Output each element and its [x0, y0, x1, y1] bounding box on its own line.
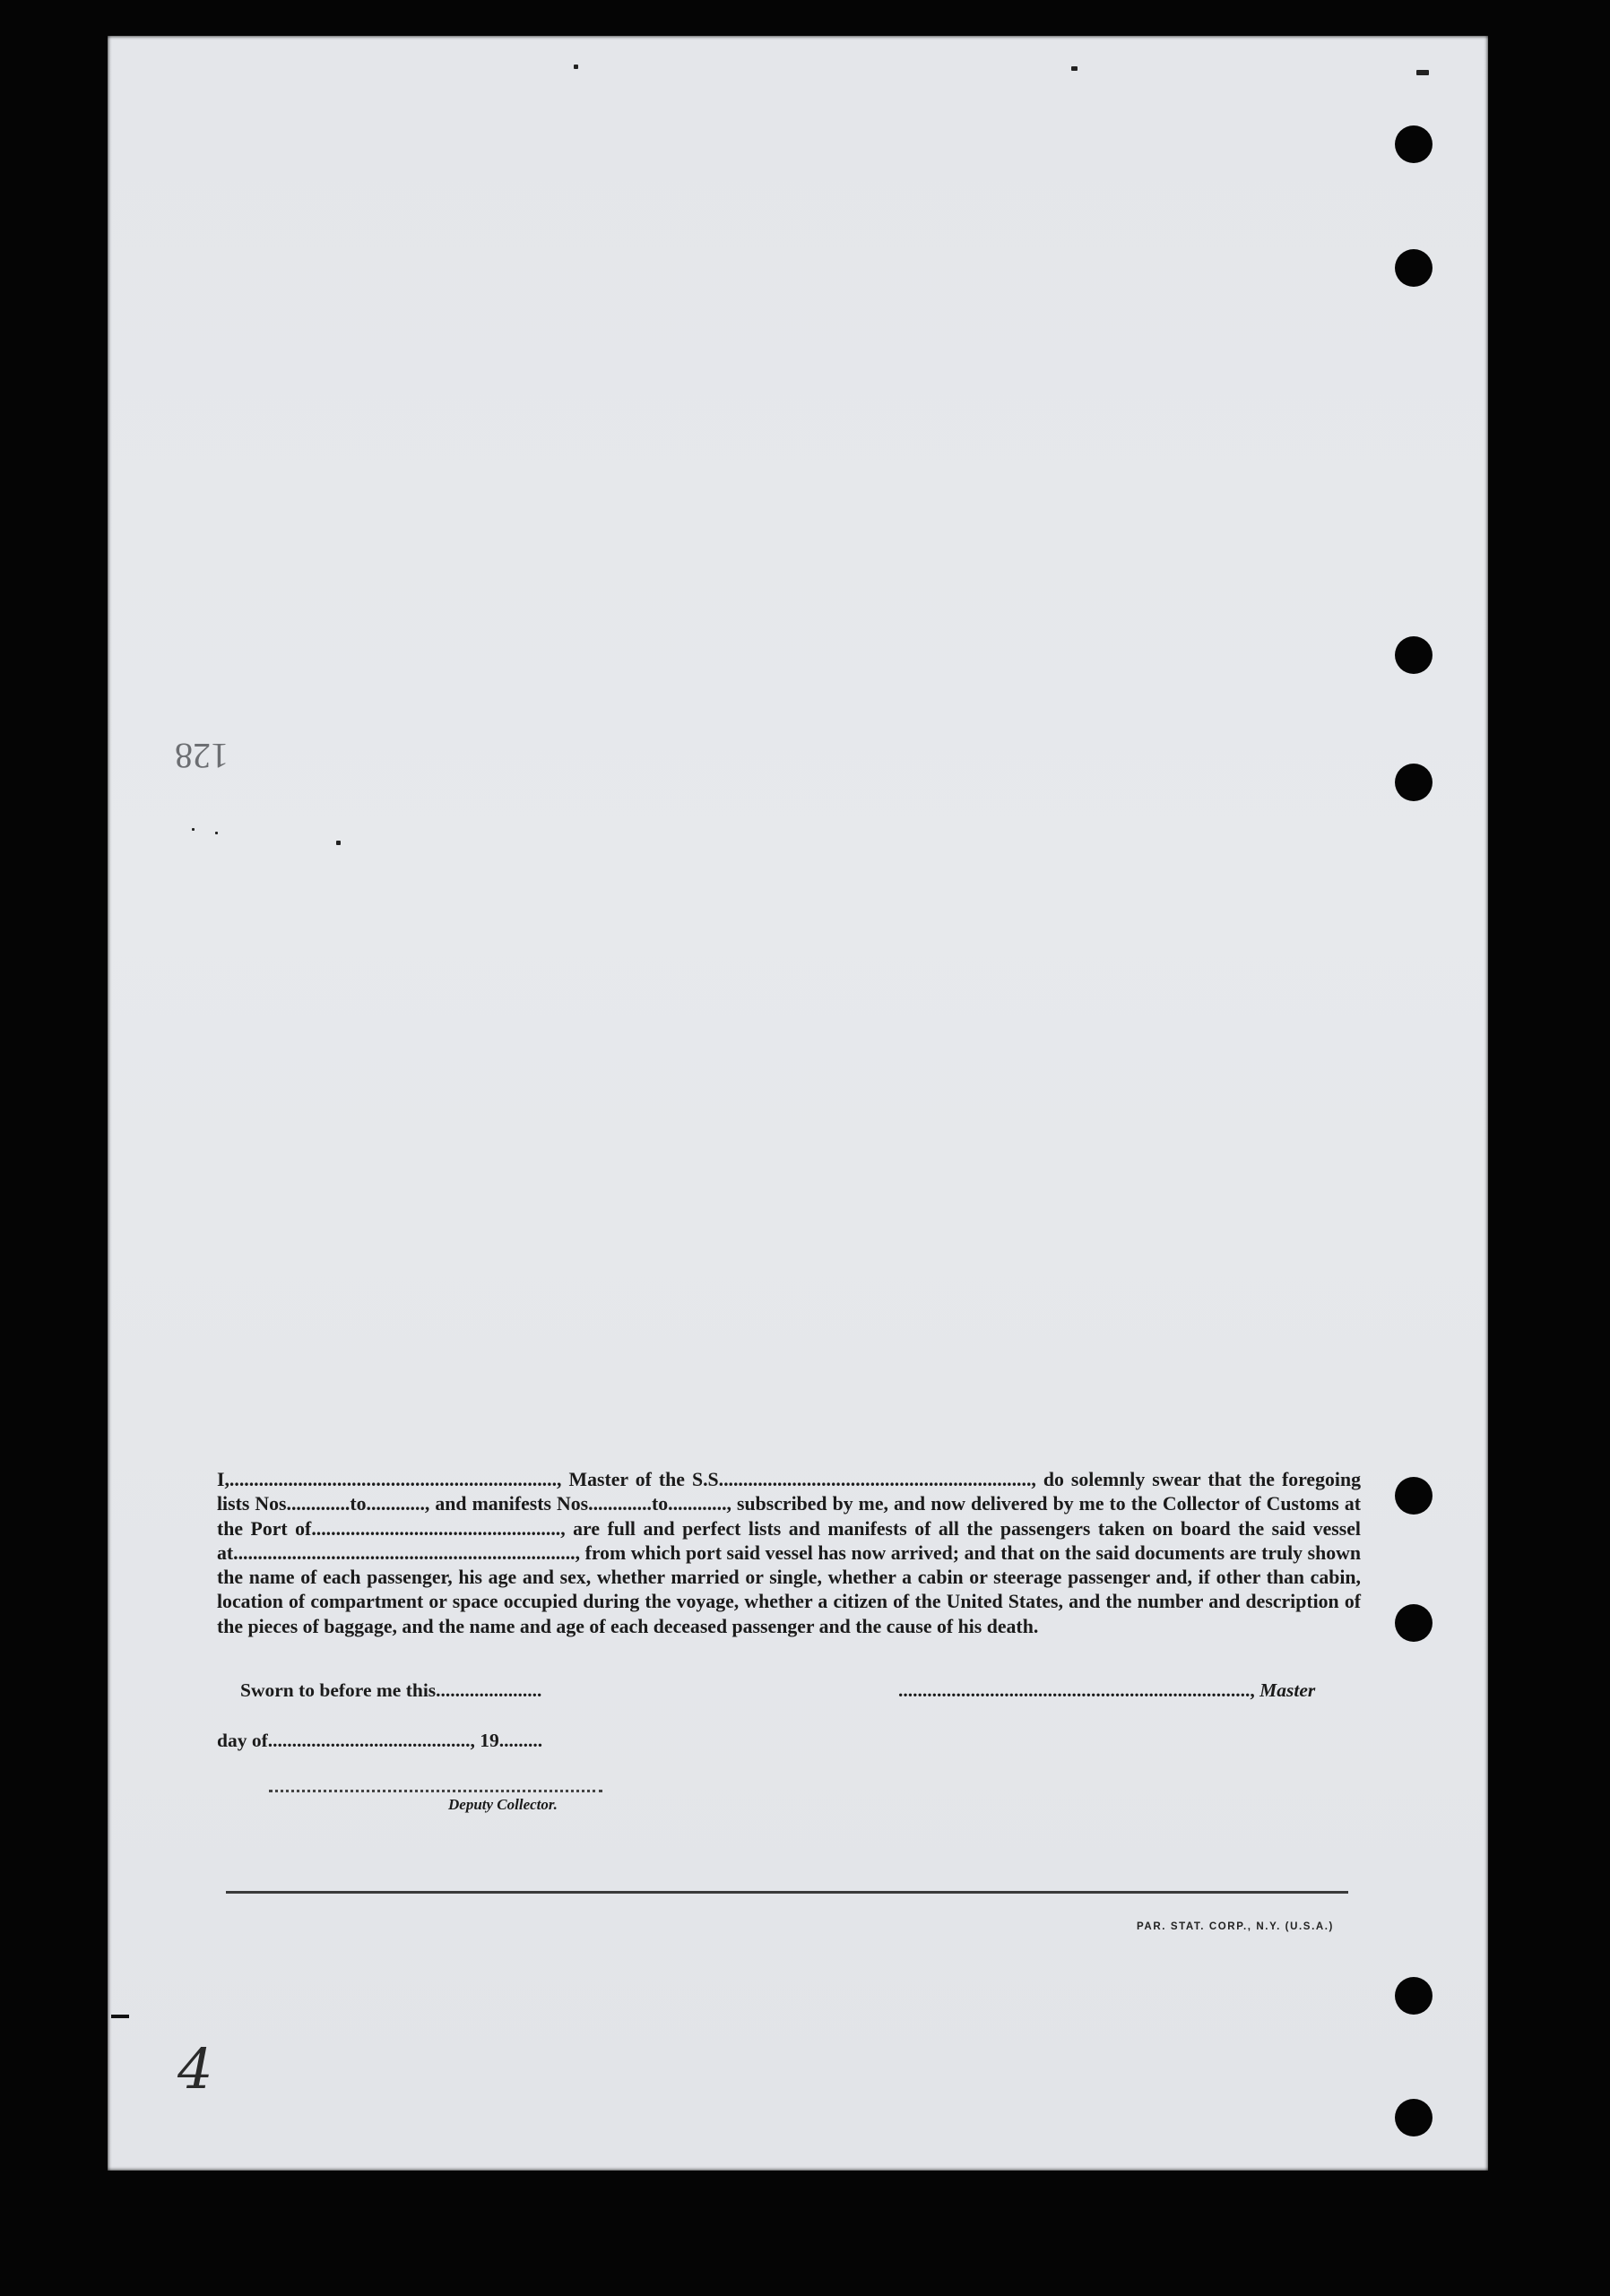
master-dots: .........................................................................,	[898, 1679, 1255, 1701]
punch-hole	[1395, 2099, 1433, 2136]
sworn-text: Sworn to before me this......................	[240, 1679, 542, 1701]
sworn-line	[240, 1679, 541, 1702]
deputy-signature-line	[269, 1790, 602, 1792]
punch-hole	[1395, 125, 1433, 163]
master-signature-line	[898, 1679, 1315, 1702]
punch-hole	[1395, 636, 1433, 674]
day-line	[217, 1730, 542, 1752]
oath-text: I,..................................................................., Master of the S.S................................................................, do solemnly swear that the foregoing lists Nos.............to............, and manifests Nos.............to............, subscribed by me, and now delivered by me to the Collector of Customs at the Port of..................................................., are full and perfect lists and manifests of all the passengers taken on board the said vessel at......................................................................, from which port said vessel has now arrived; and that on the said documents are truly shown the name of each passenger, his age and sex, whether married or single, whether a cabin or steerage passenger and, if other than cabin, location of compartment or space occupied during the voyage, whether a citizen of the United States, and the number and description of the pieces of baggage, and the name and age of each deceased passenger and the cause of his death.	[217, 1469, 1361, 1637]
handwritten-mark: 4	[177, 2036, 213, 2102]
edge-mark	[111, 2015, 129, 2018]
document-page	[108, 36, 1488, 2171]
punch-hole	[1395, 1604, 1433, 1642]
master-label: Master	[1259, 1679, 1316, 1701]
speck	[215, 832, 218, 834]
horizontal-rule	[226, 1891, 1348, 1894]
speck	[1416, 70, 1429, 75]
punch-hole	[1395, 1977, 1433, 2015]
deputy-collector-label: Deputy Collector.	[448, 1796, 558, 1813]
speck	[192, 828, 195, 831]
speck	[574, 65, 578, 69]
punch-hole	[1395, 249, 1433, 287]
speck	[1071, 66, 1078, 71]
punch-hole	[1395, 764, 1433, 801]
speck	[336, 841, 341, 845]
oath-paragraph	[217, 1468, 1361, 1639]
day-text: day of.........................................., 19.........	[217, 1730, 543, 1751]
page-stamp-number: 128	[175, 736, 229, 776]
printer-imprint: PAR. STAT. CORP., N.Y. (U.S.A.)	[1137, 1921, 1334, 1932]
punch-hole	[1395, 1477, 1433, 1515]
